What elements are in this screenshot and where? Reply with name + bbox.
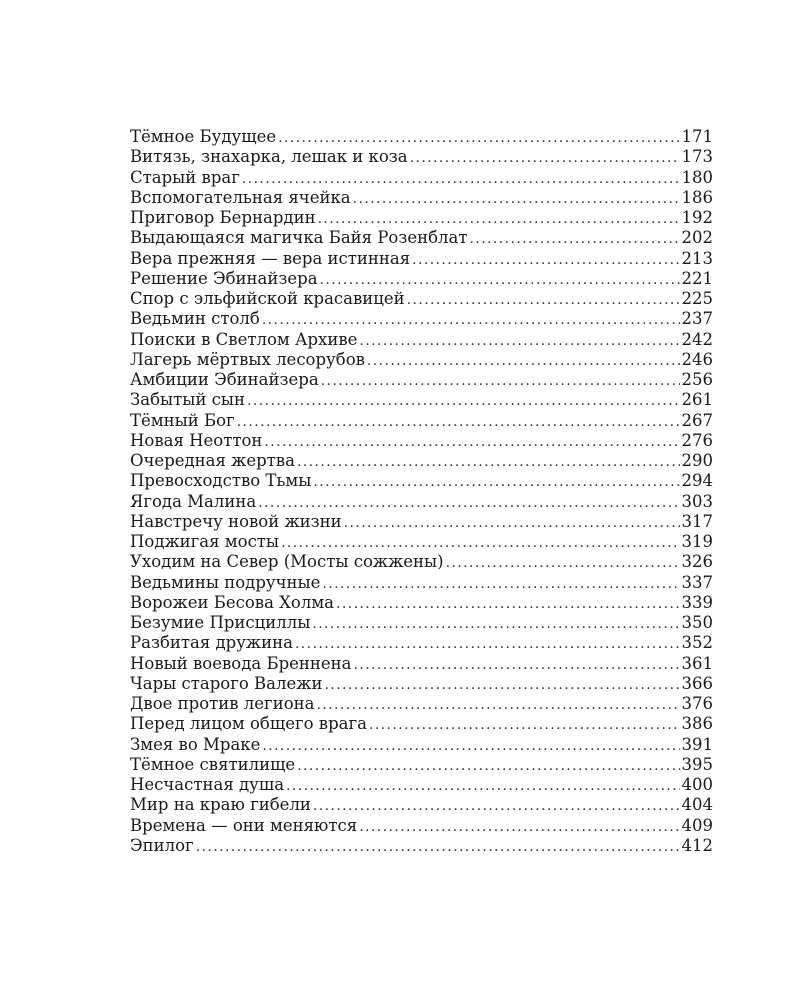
table-of-contents (130, 127, 713, 856)
dot-leader (353, 189, 680, 209)
dot-leader (297, 756, 679, 776)
dot-leader (286, 776, 679, 796)
toc-entry-title: Ягода Малина (130, 491, 257, 511)
toc-entry-page-number: 366 (681, 673, 713, 693)
toc-entry-page-number: 317 (681, 511, 713, 531)
toc-entry-title: Вера прежняя — вера истинная (130, 248, 411, 268)
dot-leader (264, 432, 679, 452)
toc-entry-title: Амбиции Эбинайзера (130, 370, 319, 389)
toc-entry (130, 492, 713, 512)
toc-entry-page-number: 339 (681, 592, 713, 612)
toc-entry (130, 816, 713, 836)
toc-entry-title: Выдающаяся магичка Байя Розенблат (130, 228, 468, 248)
dot-leader (321, 371, 680, 391)
toc-entry (130, 228, 713, 248)
dot-leader (312, 614, 679, 634)
toc-entry-page-number: 242 (681, 329, 713, 349)
dot-leader (410, 148, 680, 168)
toc-entry (130, 714, 713, 734)
toc-entry-page-number: 361 (681, 653, 713, 673)
toc-entry-title: Ведьмин столб (130, 309, 260, 329)
toc-entry-title: Мир на краю гибели (130, 795, 311, 815)
toc-entry-page-number: 326 (681, 552, 713, 572)
toc-entry (130, 552, 713, 572)
toc-entry-page-number: 352 (681, 633, 713, 653)
toc-entry-title: Безумие Присциллы (130, 613, 311, 632)
toc-entry-page-number: 246 (681, 349, 713, 369)
toc-entry-title: Поджигая мосты (130, 532, 280, 551)
dot-leader (262, 310, 680, 330)
toc-entry-page-number: 276 (681, 430, 713, 450)
toc-entry-title: Времена — они меняются (130, 815, 358, 835)
toc-entry (130, 735, 713, 755)
toc-entry-title: Эпилог (130, 835, 194, 855)
toc-entry (130, 573, 713, 593)
toc-entry (130, 188, 713, 208)
dot-leader (367, 351, 680, 371)
dot-leader (316, 695, 679, 715)
toc-entry-title: Очередная жертва (130, 451, 295, 470)
toc-entry-title: Ведьмины подручные (130, 572, 321, 592)
toc-entry-page-number: 171 (681, 127, 713, 146)
toc-entry (130, 370, 713, 390)
toc-entry-page-number: 290 (681, 451, 713, 470)
toc-entry (130, 532, 713, 552)
toc-entry-title: Несчастная душа (130, 775, 285, 794)
toc-entry-page-number: 180 (681, 167, 713, 187)
toc-entry-page-number: 237 (681, 309, 713, 329)
toc-entry (130, 694, 713, 714)
dot-leader (446, 553, 680, 573)
toc-entry (130, 289, 713, 309)
dot-leader (470, 229, 680, 249)
toc-entry-title: Витязь, знахарка, лешак и коза (130, 147, 408, 167)
dot-leader (336, 594, 679, 614)
toc-entry-page-number: 409 (681, 815, 713, 835)
toc-entry-page-number: 213 (681, 248, 713, 268)
toc-entry-page-number: 173 (681, 147, 713, 167)
toc-entry (130, 390, 713, 410)
toc-entry-title: Тёмный Бог (130, 410, 235, 430)
toc-entry (130, 613, 713, 633)
toc-entry (130, 593, 713, 613)
toc-entry-page-number: 225 (681, 289, 713, 308)
toc-entry (130, 654, 713, 674)
toc-entry-page-number: 294 (681, 471, 713, 491)
toc-entry-title: Перед лицом общего врага (130, 714, 367, 734)
toc-entry (130, 309, 713, 329)
toc-entry (130, 411, 713, 431)
toc-entry-title: Тёмное Будущее (130, 127, 277, 146)
toc-entry-title: Чары старого Валежи (130, 673, 323, 693)
toc-entry-title: Поиски в Светлом Архиве (130, 329, 358, 349)
toc-entry-title: Вспомогательная ячейка (130, 187, 351, 207)
toc-entry-title: Решение Эбинайзера (130, 268, 318, 288)
toc-entry-page-number: 395 (681, 754, 713, 774)
toc-entry-page-number: 186 (681, 187, 713, 207)
toc-entry (130, 633, 713, 653)
dot-leader (247, 391, 679, 411)
dot-leader (369, 715, 680, 735)
toc-entry (130, 755, 713, 775)
toc-entry (130, 674, 713, 694)
toc-entry-page-number: 404 (681, 795, 713, 815)
dot-leader (295, 634, 680, 654)
toc-entry-title: Приговор Бернардин (130, 208, 316, 227)
toc-entry (130, 350, 713, 370)
dot-leader (324, 675, 679, 695)
toc-entry (130, 168, 713, 188)
toc-entry-page-number: 350 (681, 613, 713, 632)
toc-entry-title: Тёмное святилище (130, 754, 296, 774)
dot-leader (297, 452, 680, 472)
toc-entry-title: Превосходство Тьмы (130, 471, 312, 491)
toc-entry (130, 147, 713, 167)
dot-leader (320, 270, 680, 290)
dot-leader (359, 331, 679, 351)
toc-entry-page-number: 192 (681, 208, 713, 227)
toc-entry (130, 330, 713, 350)
dot-leader (196, 837, 680, 857)
dot-leader (262, 736, 679, 756)
toc-entry-page-number: 261 (681, 390, 713, 410)
toc-entry-title: Новая Неоттон (130, 430, 263, 450)
toc-entry (130, 471, 713, 491)
toc-entry-page-number: 337 (681, 572, 713, 592)
toc-entry (130, 836, 713, 856)
toc-entry-page-number: 412 (681, 835, 713, 855)
toc-entry (130, 451, 713, 471)
toc-entry (130, 512, 713, 532)
toc-entry-page-number: 221 (681, 268, 713, 288)
toc-entry-title: Забытый сын (130, 390, 246, 410)
dot-leader (313, 796, 680, 816)
toc-entry-page-number: 303 (681, 491, 713, 511)
dot-leader (407, 290, 680, 310)
toc-entry-title: Навстречу новой жизни (130, 511, 342, 531)
toc-entry (130, 269, 713, 289)
dot-leader (412, 250, 679, 270)
toc-entry-title: Уходим на Север (Мосты сожжены) (130, 552, 444, 572)
toc-entry-title: Ворожеи Бесова Холма (130, 592, 335, 612)
toc-entry (130, 127, 713, 147)
dot-leader (242, 169, 680, 189)
dot-leader (278, 128, 679, 148)
dot-leader (359, 817, 679, 837)
dot-leader (281, 533, 679, 553)
toc-entry-page-number: 391 (681, 734, 713, 754)
dot-leader (313, 472, 679, 492)
toc-entry-page-number: 376 (681, 694, 713, 713)
toc-entry-page-number: 256 (681, 370, 713, 389)
toc-entry (130, 795, 713, 815)
toc-entry-title: Лагерь мёртвых лесорубов (130, 349, 365, 369)
dot-leader (318, 209, 680, 229)
toc-entry-title: Новый воевода Бреннена (130, 653, 352, 673)
toc-entry-page-number: 319 (681, 532, 713, 551)
toc-entry (130, 775, 713, 795)
toc-entry-page-number: 267 (681, 410, 713, 430)
toc-entry-title: Старый враг (130, 167, 240, 187)
dot-leader (322, 574, 679, 594)
dot-leader (344, 513, 680, 533)
toc-entry-title: Двое против легиона (130, 694, 315, 713)
toc-entry-page-number: 400 (681, 775, 713, 794)
toc-entry (130, 208, 713, 228)
toc-entry-title: Спор с эльфийской красавицей (130, 289, 405, 308)
toc-entry-page-number: 386 (681, 714, 713, 734)
dot-leader (354, 655, 680, 675)
toc-entry (130, 249, 713, 269)
toc-entry-title: Змея во Мраке (130, 734, 261, 754)
toc-entry-page-number: 202 (681, 228, 713, 248)
dot-leader (258, 493, 679, 513)
toc-entry (130, 431, 713, 451)
toc-entry-title: Разбитая дружина (130, 633, 293, 653)
dot-leader (237, 412, 680, 432)
